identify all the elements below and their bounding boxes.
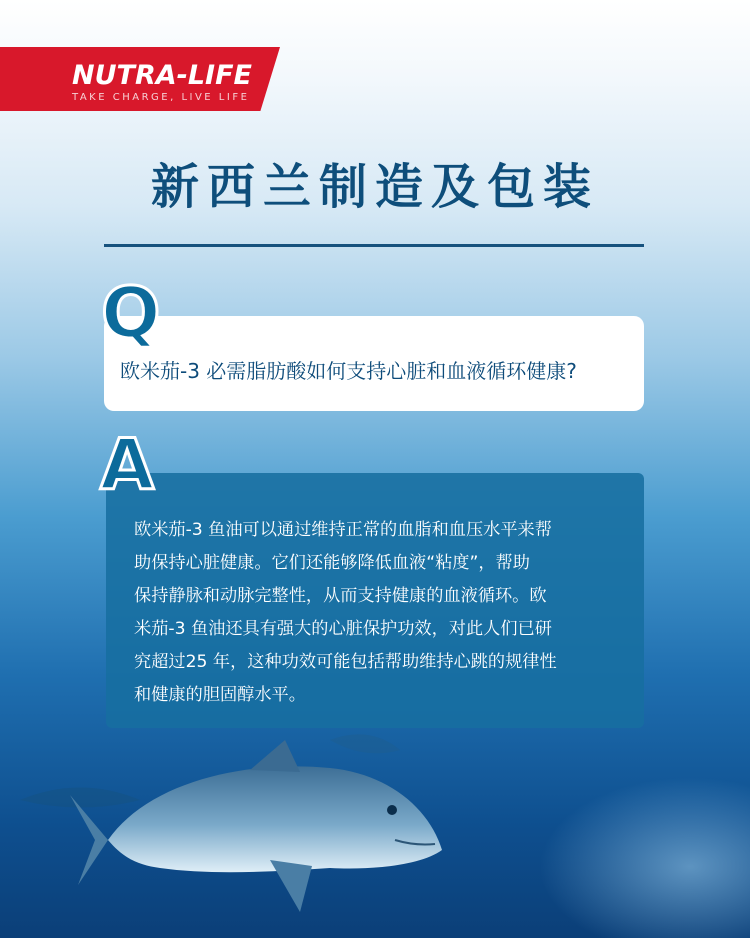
question-letter: Q <box>101 272 161 354</box>
brand-logo: NUTRA-LIFE <box>72 60 252 91</box>
answer-letter: A <box>100 424 155 506</box>
answer-line: 助保持心脏健康。它们还能够降低血液“粘度”，帮助 <box>134 553 530 573</box>
page-title: 新西兰制造及包装 <box>150 159 599 215</box>
answer-line: 保持静脉和动脉完整性，从而支持健康的血液循环。欧 <box>134 586 547 606</box>
question-text: 欧米茄-3 必需脂肪酸如何支持心脏和血液循环健康? <box>120 359 577 383</box>
answer-text <box>134 514 624 712</box>
title-divider <box>104 244 644 247</box>
answer-line: 究超过25 年，这种功效可能包括帮助维持心跳的规律性 <box>134 652 557 672</box>
shark-scene <box>0 700 750 938</box>
brand-tagline: TAKE CHARGE, LIVE LIFE <box>72 92 250 103</box>
answer-line: 和健康的胆固醇水平。 <box>134 685 306 705</box>
answer-line: 米茄-3 鱼油还具有强大的心脏保护功效，对此人们已研 <box>134 619 552 639</box>
answer-line: 欧米茄-3 鱼油可以通过维持正常的血脂和血压水平来帮 <box>134 520 552 540</box>
shark-illustration <box>0 700 750 938</box>
